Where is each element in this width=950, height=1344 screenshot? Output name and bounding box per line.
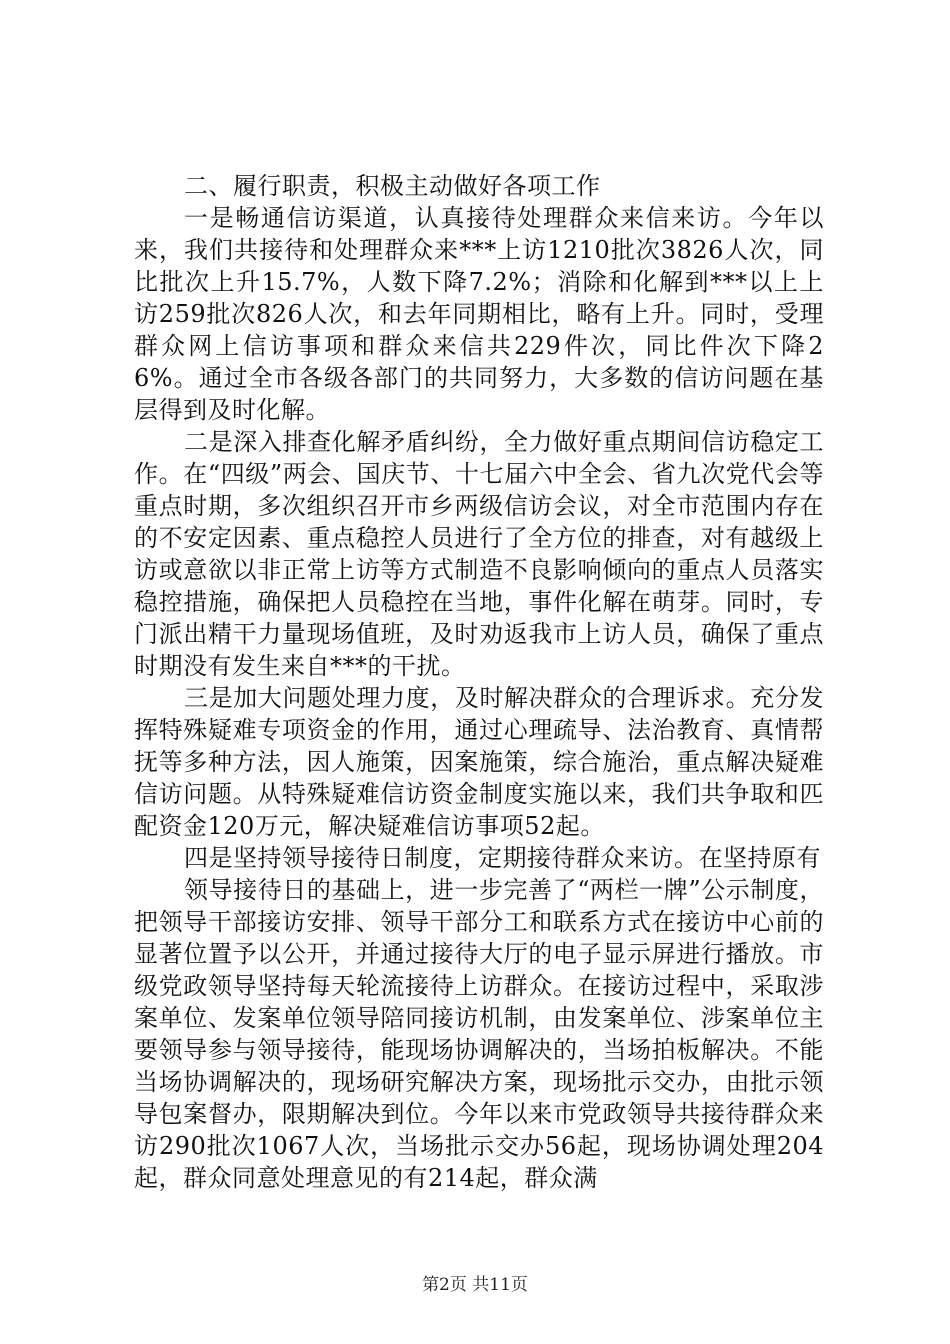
paragraph-4: 四是坚持领导接待日制度，定期接待群众来访。在坚持原有 (184, 844, 821, 872)
page-footer: 第2页 共11页 (422, 1275, 528, 1295)
document-body (134, 170, 824, 1194)
paragraph-5: 领导接待日的基础上，进一步完善了“两栏一牌”公示制度，把领导干部接访安排、领导干部分工和联系方式在接访中心前的显著位置予以公开，并通过接待大厅的电子显示屏进行播放。市级党政领导坚持每天轮流接待上访群众。在接访过程中，采取涉案单位、发案单位领导陪同接访机制，由发案单位、涉案单位主要领导参与领导接待，能现场协调解决的，当场拍板解决。不能当场协调解决的，现场研究解决方案，现场批示交办，由批示领导包案督办，限期解决到位。今年以来市党政领导共接待群众来访290批次1067人次，当场批示交办56起，现场协调处理204起，群众同意处理意见的有214起，群众满 (134, 876, 824, 1192)
paragraph-3: 三是加大问题处理力度，及时解决群众的合理诉求。充分发挥特殊疑难专项资金的作用，通过心理疏导、法治教育、真情帮抚等多种方法，因人施策，因案施策，综合施治，重点解决疑难信访问题。从特殊疑难信访资金制度实施以来，我们共争取和匹配资金120万元，解决疑难信访事项52起。 (134, 684, 824, 840)
paragraph-2: 二是深入排查化解矛盾纠纷，全力做好重点期间信访稳定工作。在“四级”两会、国庆节、十七届六中全会、省九次党代会等重点时期，多次组织召开市乡两级信访会议，对全市范围内存在的不安定因素、重点稳控人员进行了全方位的排查，对有越级上访或意欲以非正常上访等方式制造不良影响倾向的重点人员落实稳控措施，确保把人员稳控在当地，事件化解在萌芽。同时，专门派出精干力量现场值班，及时劝返我市上访人员，确保了重点时期没有发生来自***的干扰。 (134, 428, 824, 680)
section-heading: 二、履行职责，积极主动做好各项工作 (184, 172, 601, 200)
paragraph-1: 一是畅通信访渠道，认真接待处理群众来信来访。今年以来，我们共接待和处理群众来***上访1210批次3826人次，同比批次上升15.7%，人数下降7.2%；消除和化解到***以上上访259批次826人次，和去年同期相比，略有上升。同时，受理群众网上信访事项和群众来信共229件次，同比件次下降26%。通过全市各级各部门的共同努力，大多数的信访问题在基层得到及时化解。 (134, 204, 824, 424)
